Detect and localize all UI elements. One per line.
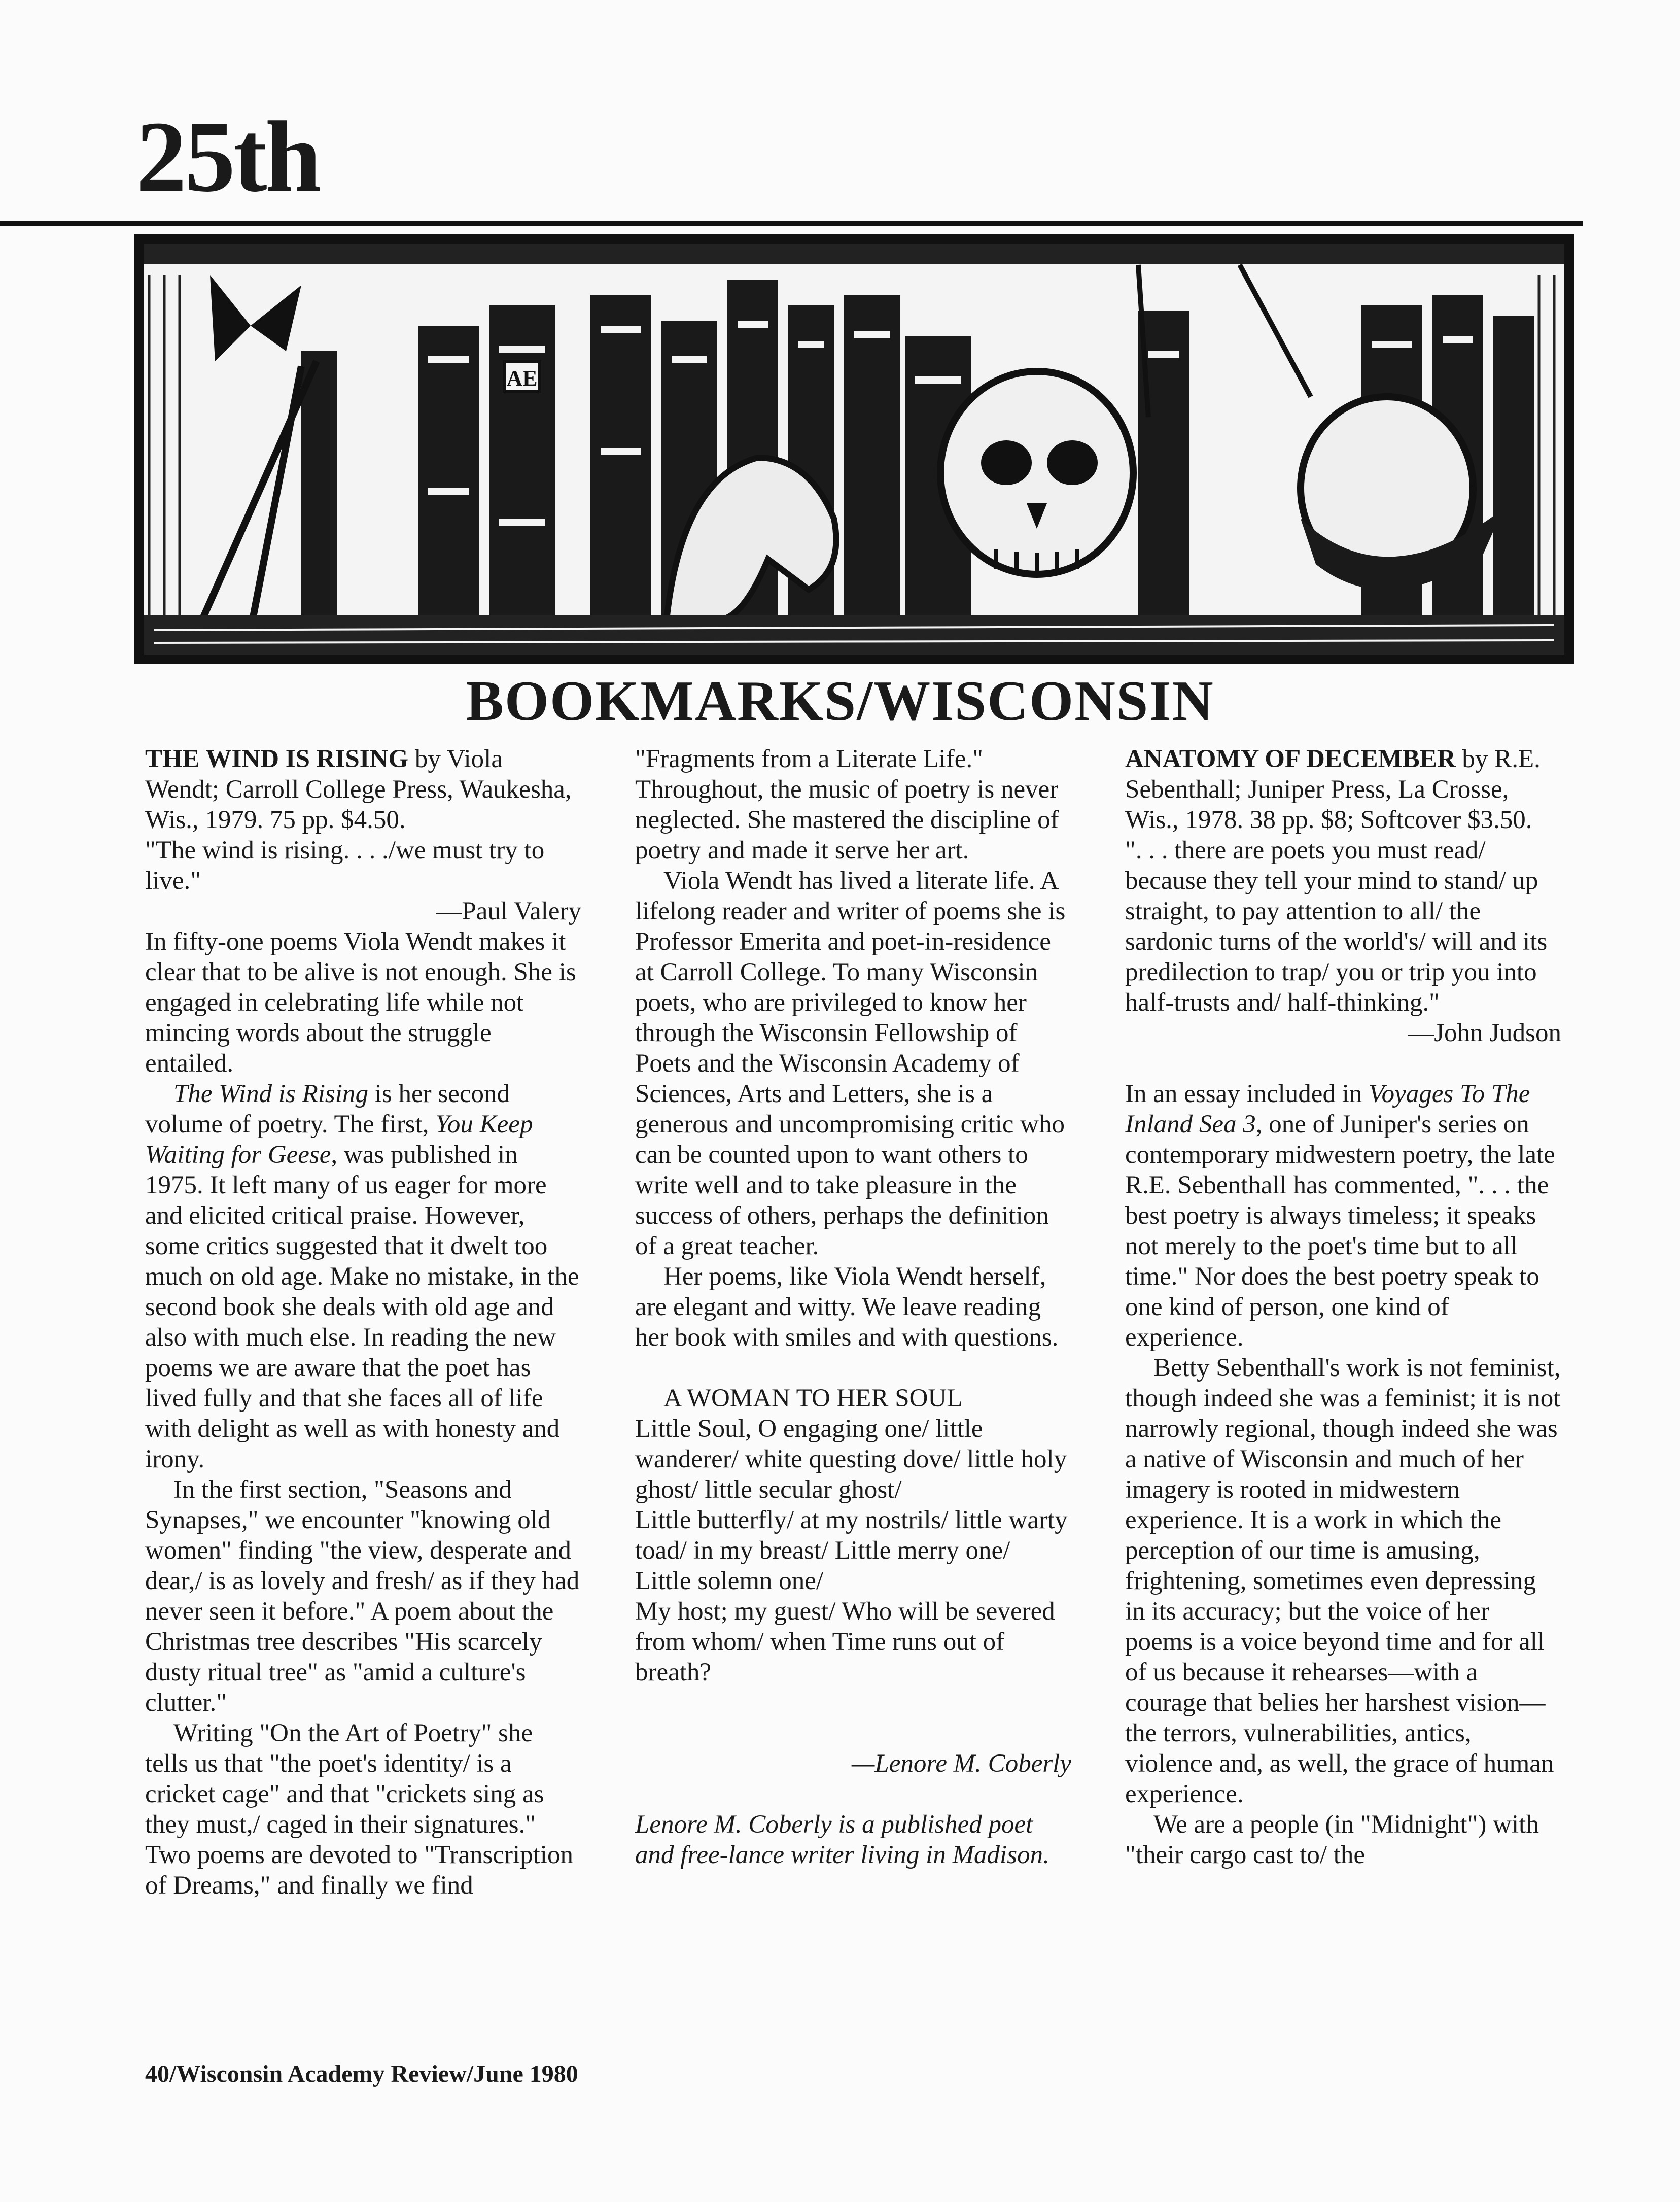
review2-paragraph-1: In an essay included in Voyages To The Inland Sea 3, one of Juniper's series on contemporary midwestern poetry, the late R.E. Sebenthall has commented, ". . . the best poetry is always timeless; it speaks not merely to the poet's time but to all time." Nor does the best poetry speak to one kind of person, one kind of experience. <box>1125 1080 1555 1352</box>
review1-book-title: THE WIND IS RISING <box>145 745 409 773</box>
header-rule <box>0 221 1583 226</box>
review1-epigraph-attribution: —Paul Valery <box>436 897 581 925</box>
poem-title: A WOMAN TO HER SOUL <box>663 1384 963 1413</box>
section-kicker: 25th <box>136 101 320 213</box>
review2-heading <box>1125 744 1561 835</box>
review1-paragraph-4: Writing "On the Art of Poetry" she tells us that "the poet's identity/ is a cricket cage" and that "crickets sing as they must,/ caged in their signatures." Two poems are devoted to "Transcription of Dreams," and finally we find <box>145 1719 573 1900</box>
review1-paragraph-3: In the first section, "Seasons and Synapses," we encounter "knowing old women" finding "the view, desperate and dear,/ is as lovely and fresh/ as if they had never seen it before." A poem about the Christmas tree describes "His scarcely dusty ritual tree" as "amid a culture's clutter." <box>145 1475 580 1717</box>
woodcut-bookshelf-illustration <box>134 234 1574 664</box>
review2-pub-info: by R.E. Sebenthall; Juniper Press, La Crosse, Wis., 1978. 38 pp. $8; Softcover $3.50. <box>1125 745 1541 834</box>
column-1 <box>145 744 581 1901</box>
reviewer-signature: —Lenore M. Coberly <box>852 1749 1071 1778</box>
review1-paragraph-5: "Fragments from a Literate Life." Throughout, the music of poetry is never neglected. She mastered the discipline of poetry and made it serve her art. <box>635 745 1059 865</box>
review1-heading <box>145 744 581 835</box>
reviewer-bio: Lenore M. Coberly is a published poet and free-lance writer living in Madison. <box>635 1810 1049 1869</box>
page-folio: 40/Wisconsin Academy Review/June 1980 <box>145 2060 578 2087</box>
review1-paragraph-2: The Wind is Rising is her second volume of poetry. The first, You Keep Waiting for Geese, was published in 1975. It left many of us eager for more and elicited critical praise. However, some critics suggested that it dwelt too much on old age. Make no mistake, in the second book she deals with old age and also with much else. In reading the new poems we are aware that the poet has lived fully and that she faces all of life with delight as well as with honesty and irony. <box>145 1080 579 1473</box>
poem-stanza-1: Little Soul, O engaging one/ little wanderer/ white questing dove/ little holy ghost/ little secular ghost/ <box>635 1415 1067 1504</box>
column-3 <box>1125 744 1561 1870</box>
column-2 <box>635 744 1071 1870</box>
section-title: BOOKMARKS/WISCONSIN <box>466 670 1214 733</box>
review1-paragraph-6: Viola Wendt has lived a literate life. A lifelong reader and writer of poems she is Professor Emerita and poet-in-residence at Carroll College. To many Wisconsin poets, who are privileged to know her through the Wisconsin Fellowship of Poets and the Wisconsin Academy of Sciences, Arts and Letters, she is a generous and uncompromising critic who can be counted upon to want others to write well and to take pleasure in the success of others, perhaps the definition of a great teacher. <box>635 867 1066 1260</box>
review2-epigraph: ". . . there are poets you must read/ because they tell your mind to stand/ up straight, to pay attention to all/ the sardonic turns of the world's/ will and its predilection to trap/ you or trip you into half-trusts and/ half-thinking." <box>1125 836 1548 1017</box>
review1-pub-info: by Viola Wendt; Carroll College Press, Waukesha, Wis., 1979. 75 pp. $4.50. <box>145 745 572 834</box>
book-spine-label: AE <box>506 366 538 391</box>
review1-paragraph-1: In fifty-one poems Viola Wendt makes it clear that to be alive is not enough. She is engaged in celebrating life while not mincing words about the struggle entailed. <box>145 927 576 1078</box>
review1-epigraph: "The wind is rising. . . ./we must try to live." <box>145 836 545 895</box>
review1-paragraph-7: Her poems, like Viola Wendt herself, are elegant and witty. We leave reading her book with smiles and with questions. <box>635 1262 1059 1352</box>
review2-book-title: ANATOMY OF DECEMBER <box>1125 745 1456 773</box>
review2-paragraph-2: Betty Sebenthall's work is not feminist, though indeed she was a feminist; it is not narrowly regional, though indeed she was a native of Wisconsin and much of her imagery is rooted in midwestern experience. It is a work in which the perception of our time is amusing, frightening, sometimes even depressing in its accuracy; but the voice of her poems is a voice beyond time and for all of us because it rehearses—with a courage that belies her harshest vision—the terrors, vulnerabilities, antics, violence and, as well, the grace of human experience. <box>1125 1354 1561 1808</box>
poem-stanza-2: Little butterfly/ at my nostrils/ little warty toad/ in my breast/ Little merry one/ Little solemn one/ <box>635 1506 1068 1595</box>
review2-paragraph-3: We are a people (in "Midnight") with "their cargo cast to/ the <box>1125 1810 1539 1869</box>
review2-epigraph-attribution: —John Judson <box>1408 1019 1561 1047</box>
poem-stanza-3: My host; my guest/ Who will be severed from whom/ when Time runs out of breath? <box>635 1597 1055 1687</box>
